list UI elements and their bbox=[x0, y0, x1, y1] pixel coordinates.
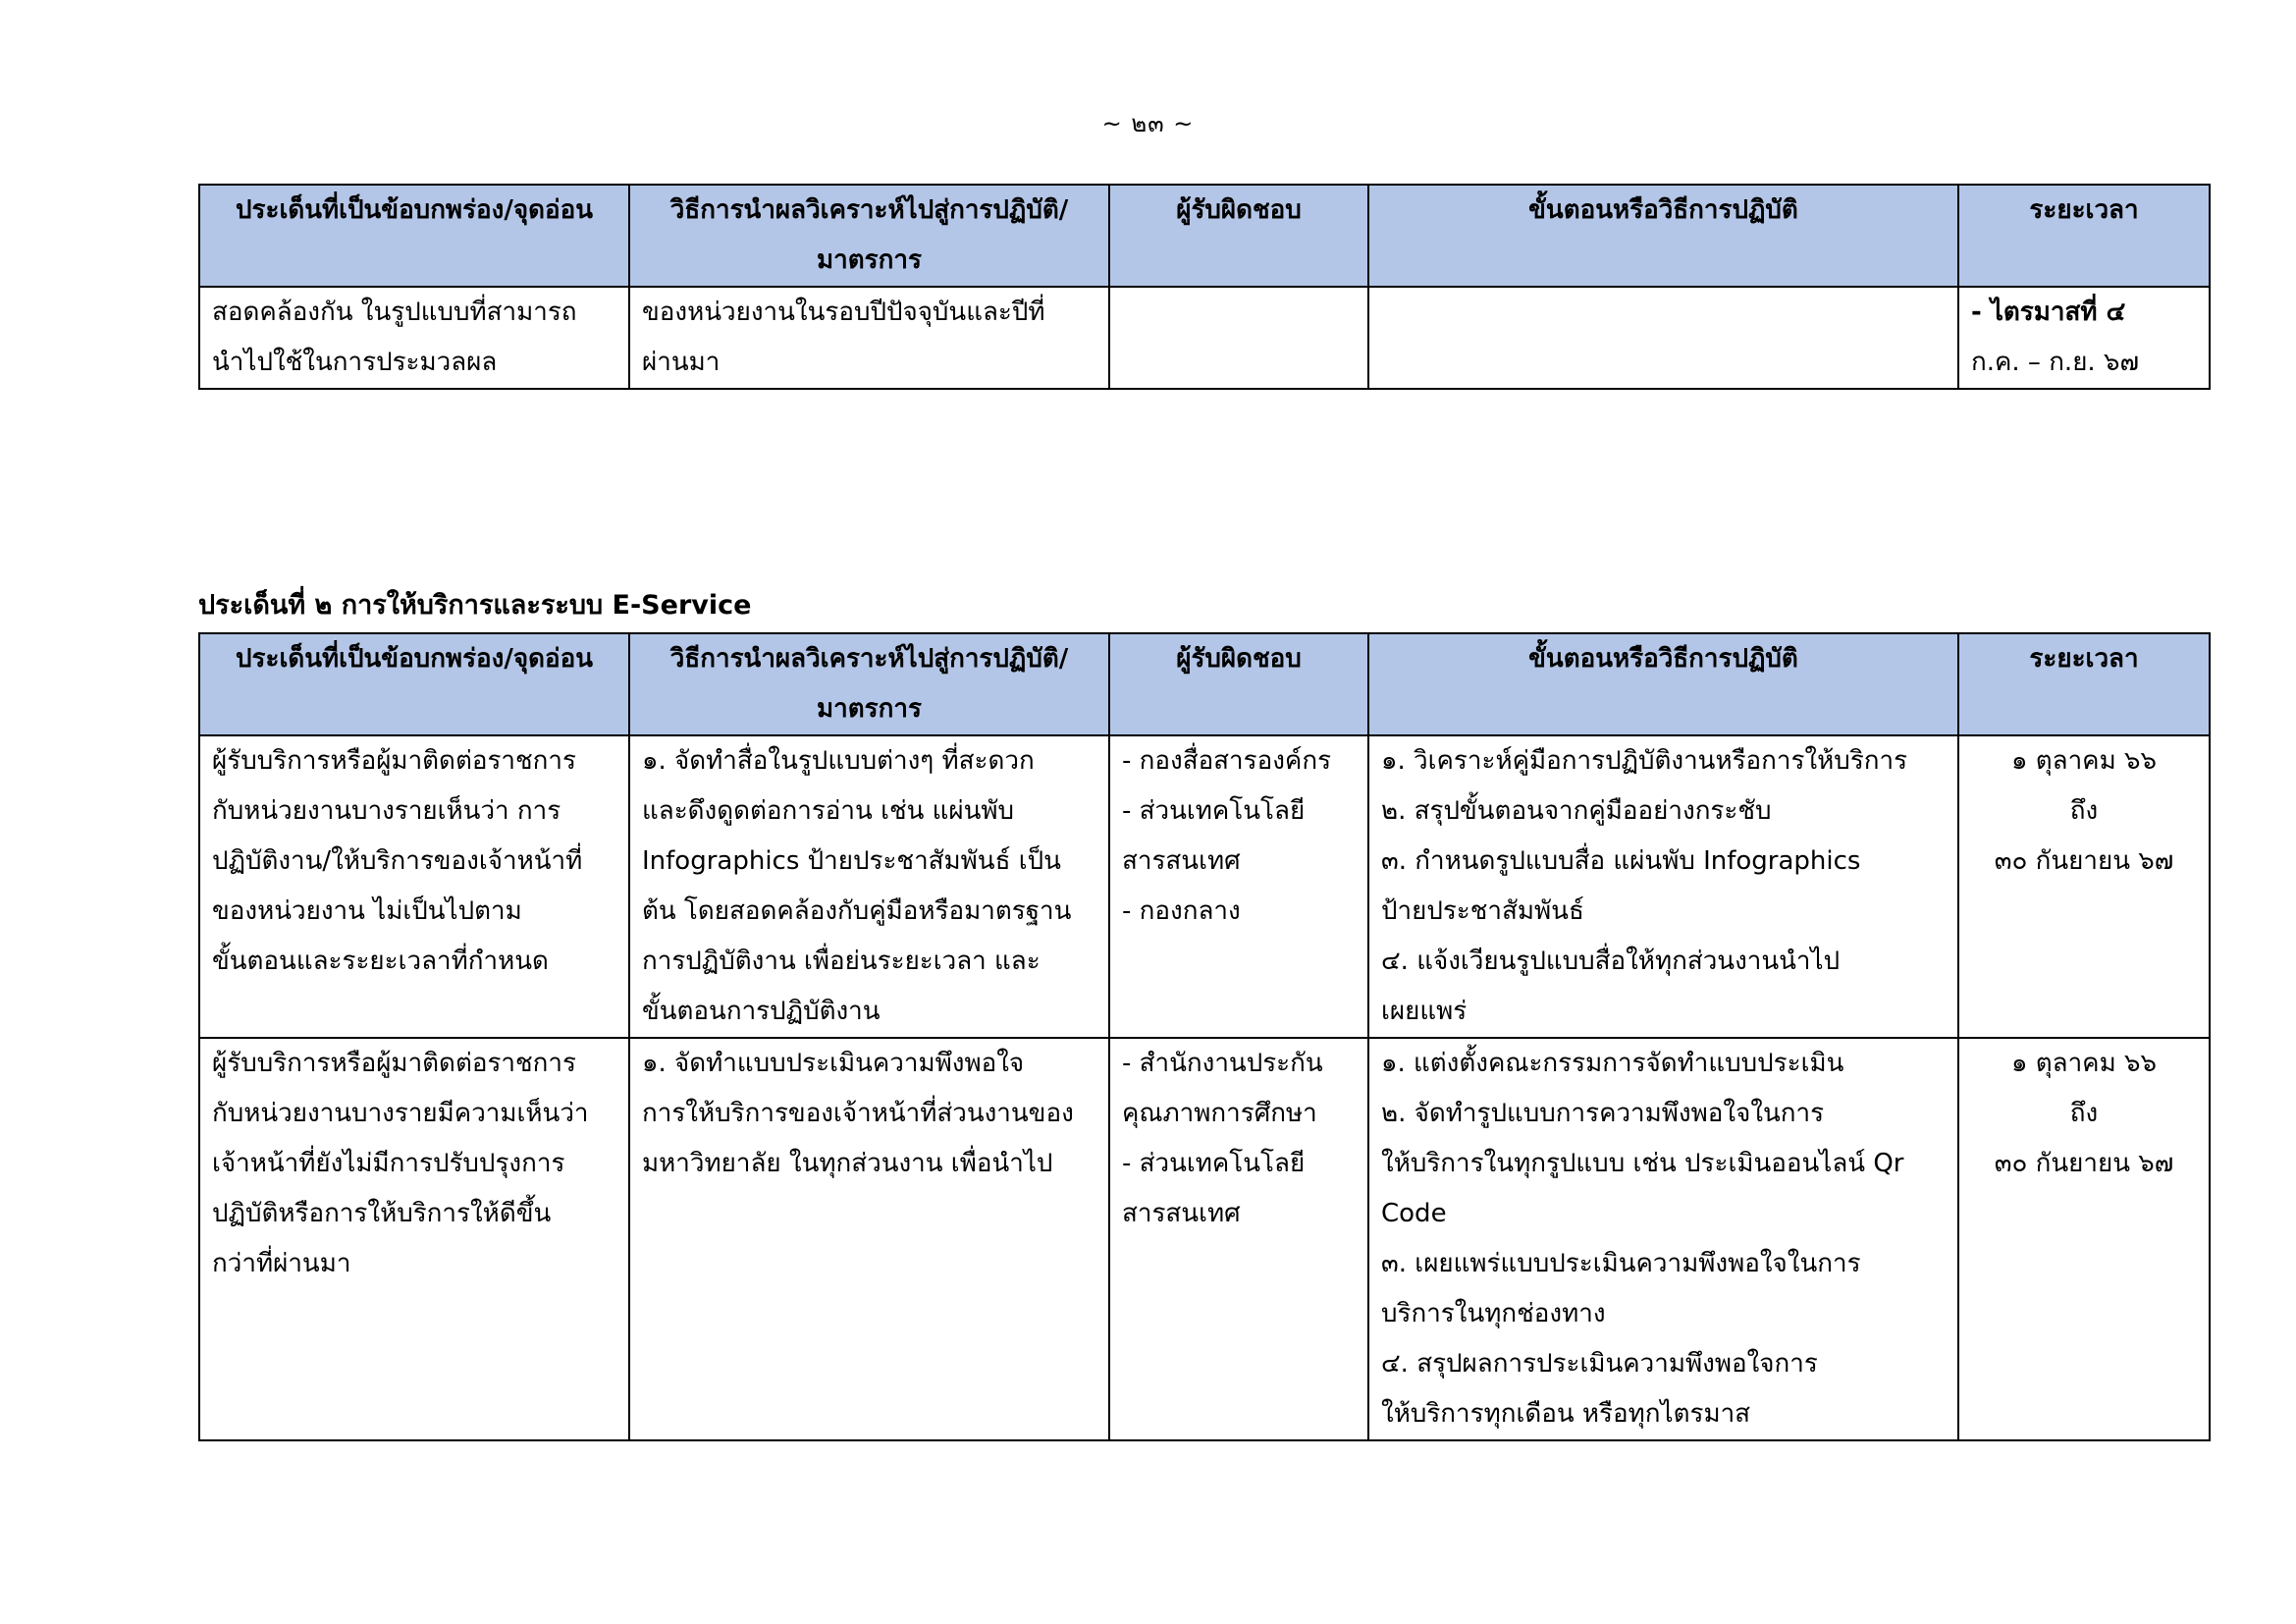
header-method: วิธีการนำผลวิเคราะห์ไปสู่การปฏิบัติ/ มาตรการ bbox=[629, 633, 1109, 735]
responsible-cell: - กองสื่อสารองค์กร - ส่วนเทคโนโลยี สารสนเทศ - กองกลาง bbox=[1109, 735, 1368, 1038]
steps-cell: ๑. วิเคราะห์คู่มือการปฏิบัติงานหรือการให้บริการ ๒. สรุปขั้นตอนจากคู่มืออย่างกระชับ ๓. กำหนดรูปแบบสื่อ แผ่นพับ Infographics ป้ายประชาสัมพันธ์ ๔. แจ้งเวียนรูปแบบสื่อให้ทุกส่วนงานนำไป เผยแพร่ bbox=[1368, 735, 1958, 1038]
header-responsible: ผู้รับผิดชอบ bbox=[1109, 633, 1368, 735]
period-cell: ๑ ตุลาคม ๖๖ ถึง ๓๐ กันยายน ๖๗ bbox=[1958, 1038, 2210, 1440]
header-method: วิธีการนำผลวิเคราะห์ไปสู่การปฏิบัติ/ มาตรการ bbox=[629, 185, 1109, 287]
section-title: ประเด็นที่ ๒ การให้บริการและระบบ E-Service bbox=[198, 590, 752, 621]
period-cell: ๑ ตุลาคม ๖๖ ถึง ๓๐ กันยายน ๖๗ bbox=[1958, 735, 2210, 1038]
header-steps: ขั้นตอนหรือวิธีการปฏิบัติ bbox=[1368, 633, 1958, 735]
measures-table-continued bbox=[198, 184, 2211, 390]
header-period: ระยะเวลา bbox=[1958, 633, 2210, 735]
method-cell: ของหน่วยงานในรอบปีปัจจุบันและปีที่ ผ่านมา bbox=[629, 287, 1109, 389]
header-issue: ประเด็นที่เป็นข้อบกพร่อง/จุดอ่อน bbox=[199, 185, 629, 287]
issue-cell: ผู้รับบริการหรือผู้มาติดต่อราชการ กับหน่วยงานบางรายเห็นว่า การ ปฏิบัติงาน/ให้บริการของเจ้าหน้าที่ ของหน่วยงาน ไม่เป็นไปตาม ขั้นตอนและระยะเวลาที่กำหนด bbox=[199, 735, 629, 1038]
issue-cell: สอดคล้องกัน ในรูปแบบที่สามารถ นำไปใช้ในการประมวลผล bbox=[199, 287, 629, 389]
header-row bbox=[199, 633, 2210, 735]
issue-cell: ผู้รับบริการหรือผู้มาติดต่อราชการ กับหน่วยงานบางรายมีความเห็นว่า เจ้าหน้าที่ยังไม่มีการปรับปรุงการ ปฏิบัติหรือการให้บริการให้ดีขึ้น กว่าที่ผ่านมา bbox=[199, 1038, 629, 1440]
table-row bbox=[199, 287, 2210, 389]
measures-table-eservice bbox=[198, 632, 2211, 1441]
table-row bbox=[199, 1038, 2210, 1440]
table-row bbox=[199, 735, 2210, 1038]
responsible-cell bbox=[1109, 287, 1368, 389]
header-responsible: ผู้รับผิดชอบ bbox=[1109, 185, 1368, 287]
steps-cell: ๑. แต่งตั้งคณะกรรมการจัดทำแบบประเมิน ๒. จัดทำรูปแบบการความพึงพอใจในการ ให้บริการในทุกรูปแบบ เช่น ประเมินออนไลน์ Qr Code ๓. เผยแพร่แบบประเมินความพึงพอใจในการ บริการในทุกช่องทาง ๔. สรุปผลการประเมินความพึงพอใจการ ให้บริการทุกเดือน หรือทุกไตรมาส bbox=[1368, 1038, 1958, 1440]
method-cell: ๑. จัดทำแบบประเมินความพึงพอใจ การให้บริการของเจ้าหน้าที่ส่วนงานของ มหาวิทยาลัย ในทุกส่วนงาน เพื่อนำไป bbox=[629, 1038, 1109, 1440]
header-issue: ประเด็นที่เป็นข้อบกพร่อง/จุดอ่อน bbox=[199, 633, 629, 735]
header-steps: ขั้นตอนหรือวิธีการปฏิบัติ bbox=[1368, 185, 1958, 287]
method-cell: ๑. จัดทำสื่อในรูปแบบต่างๆ ที่สะดวก และดึงดูดต่อการอ่าน เช่น แผ่นพับ Infographics ป้ายประชาสัมพันธ์ เป็น ต้น โดยสอดคล้องกับคู่มือหรือมาตรฐาน การปฏิบัติงาน เพื่อย่นระยะเวลา และ ขั้นตอนการปฏิบัติงาน bbox=[629, 735, 1109, 1038]
steps-cell bbox=[1368, 287, 1958, 389]
period-cell: - ไตรมาสที่ ๔ ก.ค. – ก.ย. ๖๗ bbox=[1958, 287, 2210, 389]
header-row bbox=[199, 185, 2210, 287]
page-number: ~ ๒๓ ~ bbox=[1101, 110, 1195, 137]
header-period: ระยะเวลา bbox=[1958, 185, 2210, 287]
responsible-cell: - สำนักงานประกัน คุณภาพการศึกษา - ส่วนเทคโนโลยี สารสนเทศ bbox=[1109, 1038, 1368, 1440]
